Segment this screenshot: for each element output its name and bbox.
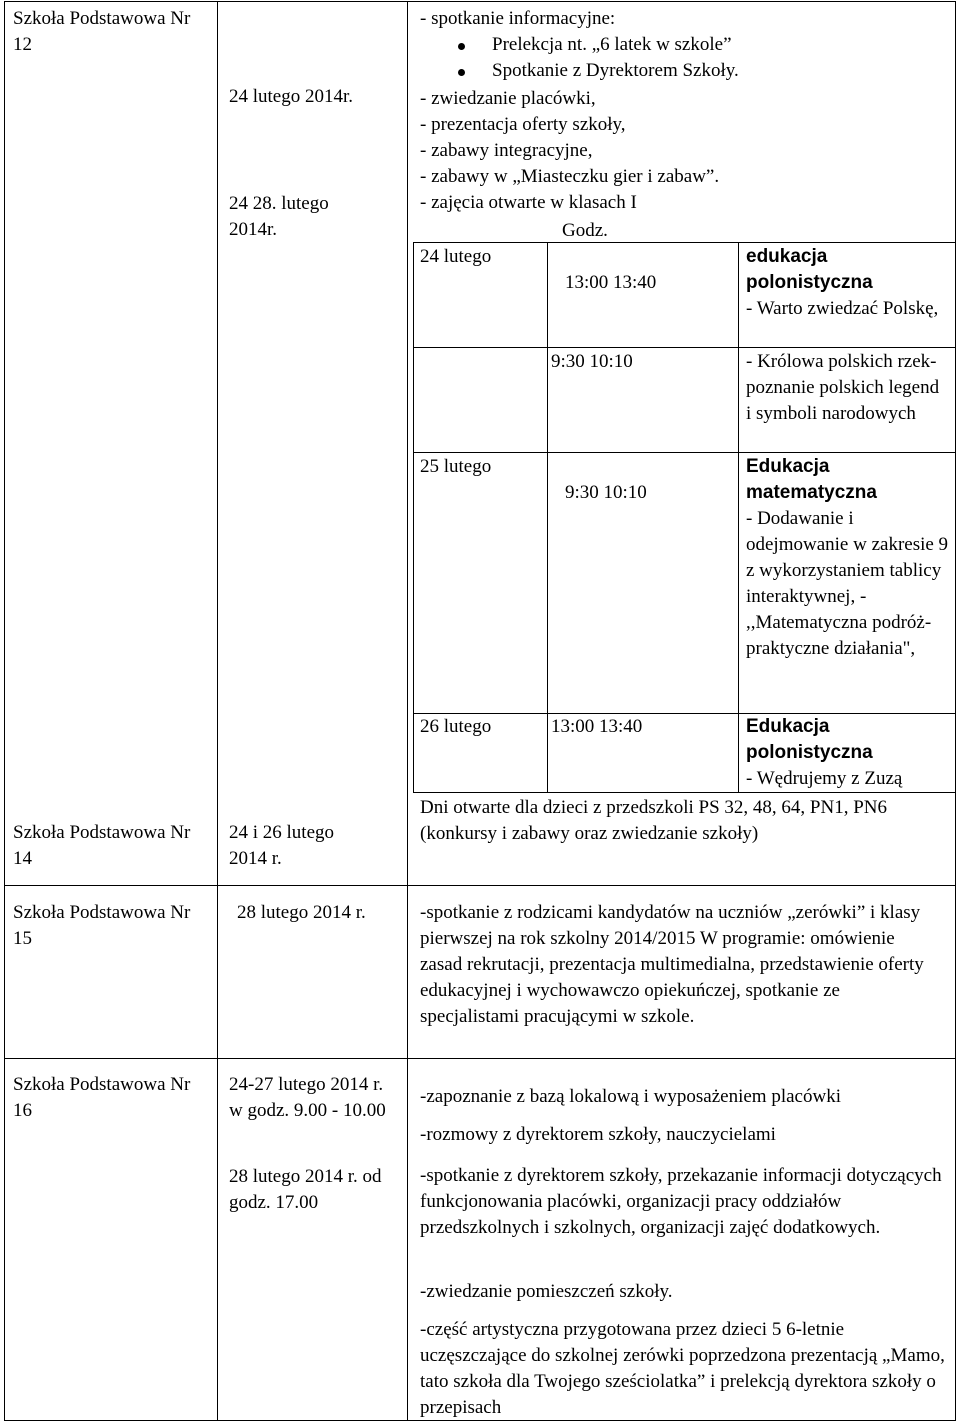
event-date: 24 i 26 lutego 2014 r. (229, 822, 335, 869)
bullet-icon (458, 69, 465, 76)
schedule-time: 13:00 13:40 (551, 716, 643, 737)
schedule-line (413, 347, 955, 348)
schedule-time: 9:30 10:10 (565, 482, 647, 503)
list-item: - zabawy integracyjne, (420, 140, 593, 161)
event-date: 28 lutego 2014 r. (237, 902, 366, 923)
schedule-col (738, 242, 739, 793)
schedule-col (413, 242, 414, 793)
list-item: - zajęcia otwarte w klasach I (420, 192, 637, 213)
schedule-line (413, 792, 955, 793)
event-paragraph: -rozmowy z dyrektorem szkoły, nauczycielami (420, 1124, 776, 1145)
row-divider (4, 1058, 956, 1059)
event-paragraph: -część artystyczna przygotowana przez dzieci 5 6-letnie uczęszczające do szkolnej zerówki poprzedzona prezentacją „Mamo, tato szkoła dla Twojego sześciolatka” i prelekcją dyrektora szkoły o przepisach (420, 1319, 945, 1418)
schedule-title: Edukacja matematyczna (746, 456, 877, 503)
schedule-desc: - Dodawanie i odejmowanie w zakresie 9 z wykorzystaniem tablicy interaktywnej, - ,,Matematyczna podróż-praktyczne działania", (746, 508, 949, 659)
schedule-title: Edukacja polonistyczna (746, 716, 873, 763)
event-paragraph: -zapoznanie z bazą lokalową i wyposażeniem placówki (420, 1086, 841, 1107)
school-name: Szkoła Podstawowa Nr 15 (13, 902, 191, 949)
event-text: -spotkanie z rodzicami kandydatów na uczniów „zerówki” i klasy pierwszej na rok szkolny 2014/2015 W programie: omówienie zasad rekrutacji, prezentacja multimedialna, przedstawienie oferty edukacyjnej i wychowawczo opiekuńczej, spotkanie ze specjalistami pracującymi w szkole. (420, 902, 924, 1027)
schedule-desc: - Królowa polskich rzek- poznanie polskich legend i symboli narodowych (746, 351, 940, 424)
column-divider (407, 1, 408, 1421)
schedule-title: edukacja polonistyczna (746, 246, 873, 293)
list-item: - zabawy w „Miasteczku gier i zabaw”. (420, 166, 720, 187)
school-name: Szkoła Podstawowa Nr 14 (13, 822, 191, 869)
schedule-date: 26 lutego (420, 716, 492, 737)
schedule-line (413, 242, 955, 243)
schedule-time: 9:30 10:10 (551, 351, 633, 372)
schedule-line (413, 452, 955, 453)
godz-label: Godz. (562, 220, 608, 241)
schedule-date: 24 lutego (420, 246, 492, 267)
bullet-icon (458, 43, 465, 50)
event-text: Dni otwarte dla dzieci z przedszkoli PS 32, 48, 64, PN1, PN6 (konkursy i zabawy oraz zwiedzanie szkoły) (420, 797, 888, 844)
school-name: Szkoła Podstawowa Nr 12 (13, 8, 191, 55)
table-border-right (955, 1, 956, 1421)
info-header: - spotkanie informacyjne: (420, 8, 616, 29)
event-date: 24 lutego 2014r. (229, 86, 354, 107)
event-paragraph: -zwiedzanie pomieszczeń szkoły. (420, 1281, 673, 1302)
event-date: 24-27 lutego 2014 r. w godz. 9.00 - 10.00 (229, 1074, 386, 1121)
list-item: - zwiedzanie placówki, (420, 88, 596, 109)
table-border-left (4, 1, 5, 1421)
schedule-desc: - Warto zwiedzać Polskę, (746, 298, 939, 319)
bullet-item: Prelekcja nt. „6 latek w szkole” (492, 34, 732, 55)
table-border-top (4, 1, 956, 2)
column-divider (217, 1, 218, 1421)
schedule-date: 25 lutego (420, 456, 492, 477)
list-item: - prezentacja oferty szkoły, (420, 114, 626, 135)
event-date: 28 lutego 2014 r. od godz. 17.00 (229, 1166, 382, 1213)
schedule-time: 13:00 13:40 (565, 272, 657, 293)
row-divider (4, 885, 956, 886)
schedule-desc: - Wędrujemy z Zuzą (746, 768, 903, 789)
event-date: 24 28. lutego 2014r. (229, 193, 329, 240)
schedule-col (547, 242, 548, 793)
bullet-item: Spotkanie z Dyrektorem Szkoły. (492, 60, 739, 81)
event-paragraph: -spotkanie z dyrektorem szkoły, przekazanie informacji dotyczących funkcjonowania placówki, organizacji pracy oddziałów przedszkolnych i szkolnych, organizacji zajęć dodatkowych. (420, 1165, 942, 1238)
school-name: Szkoła Podstawowa Nr 16 (13, 1074, 191, 1121)
